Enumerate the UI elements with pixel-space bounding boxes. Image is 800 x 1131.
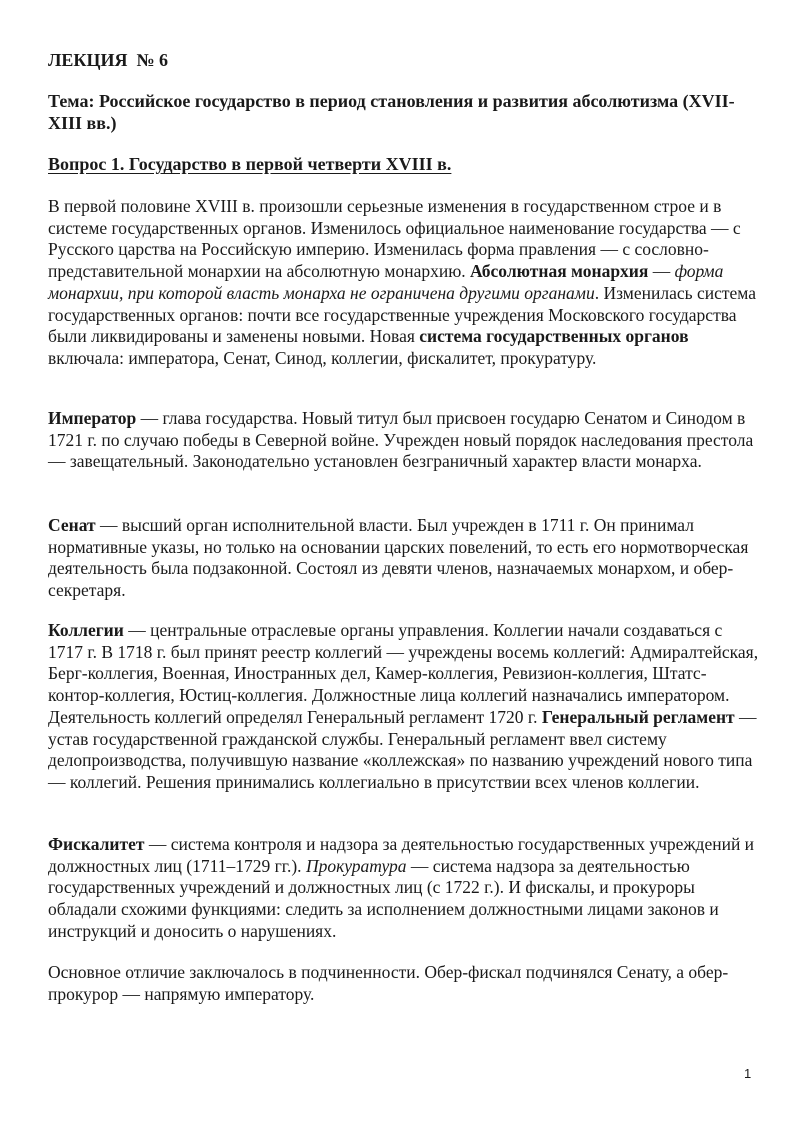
lecture-title: ЛЕКЦИЯ № 6: [48, 50, 169, 70]
text-run: включала: императора, Сенат, Синод, коллегии, фискалитет, прокуратуру.: [48, 347, 597, 368]
paragraph-senate: [48, 515, 760, 602]
paragraph-intro: [48, 196, 760, 370]
text-run: — глава государства. Новый титул был присвоен государю Сенатом и Синодом в 1721 г. по случаю победы в Северной войне. Учрежден новый порядок наследования престола — завещательный. Законодательно установлен безграничный характер власти монарха.: [48, 408, 754, 472]
page-number: 1: [744, 1066, 752, 1081]
text-run: Основное отличие заключалось в подчиненности. Обер-фискал подчинялся Сенату, а обер-прокурор — напрямую императору.: [48, 962, 729, 1004]
text-run: — устав государственной гражданской службы. Генеральный регламент ввел систему делопроизводства, получившую название «коллежская» по названию учреждений нового типа — коллегий. Решения принимались коллегиально в присутствии всех членов коллегии.: [48, 706, 757, 792]
term-state-bodies-system: система государственных органов: [419, 326, 689, 347]
topic-heading: Тема: Российское государство в период становления и развития абсолютизма (XVII-XIII вв.): [48, 91, 735, 133]
text-run: — система контроля и надзора за деятельностью государственных учреждений и должностных лиц (1711–1729 гг.).: [48, 834, 755, 876]
paragraph-collegia: [48, 620, 760, 794]
definition-absolute-monarchy: форма монархии, при которой власть монарха не ограничена другими органами: [48, 261, 724, 303]
text-run: —: [648, 261, 675, 282]
text-run: — высший орган исполнительной власти. Был учрежден в 1711 г. Он принимал нормативные указы, но только на основании царских повелений, то есть его нормотворческая деятельность была подзаконной. Состоял из девяти членов, назначаемых монархом, и обер-секретаря.: [48, 515, 749, 601]
term-prosecution: Прокуратура: [305, 855, 407, 876]
term-fiscal: Фискалитет: [48, 834, 145, 854]
paragraph-emperor: [48, 408, 760, 473]
question-heading: Вопрос 1. Государство в первой четверти XVIII в.: [48, 154, 452, 174]
term-senate: Сенат: [48, 515, 96, 535]
text-run: . Изменилась система государственных органов: почти все государственные учреждения Московского государства были ликвидированы и заменены новыми. Новая: [48, 282, 757, 347]
text-run: — система надзора за деятельностью государственных учреждений и должностных лиц (с 1722 г.). И фискалы, и прокуроры обладали схожими функциями: следить за исполнением должностными лицами законов и инструкций и доносить о нарушениях.: [48, 855, 719, 941]
term-emperor: Император: [48, 408, 137, 428]
term-absolute-monarchy: Абсолютная монархия: [470, 261, 649, 282]
text-run: В первой половине XVIII в. произошли серьезные изменения в государственном строе и в системе государственных органов. Изменилось официальное наименование государства — с Русского царства на Российскую империю. Изменилась форма правления — с сословно-представительной монархии на абсолютную монархию.: [48, 196, 741, 282]
term-collegia: Коллегии: [48, 620, 124, 640]
term-general-regulation: Генеральный регламент: [541, 706, 735, 727]
paragraph-difference: [48, 962, 760, 1005]
paragraph-fiscal: [48, 834, 760, 943]
text-run: — центральные отраслевые органы управления. Коллегии начали создаваться с 1717 г. В 1718 г. был принят реестр коллегий — учреждены восемь коллегий: Адмиралтейская, Берг-коллегия, Военная, Иностранных дел, Камер-коллегия, Ревизион-коллегия, Штатс-контор-коллегия, Юстиц-коллегия. Должностные лица коллегий назначались императором. Деятельность коллегий определял Генеральный регламент 1720 г.: [48, 620, 759, 727]
